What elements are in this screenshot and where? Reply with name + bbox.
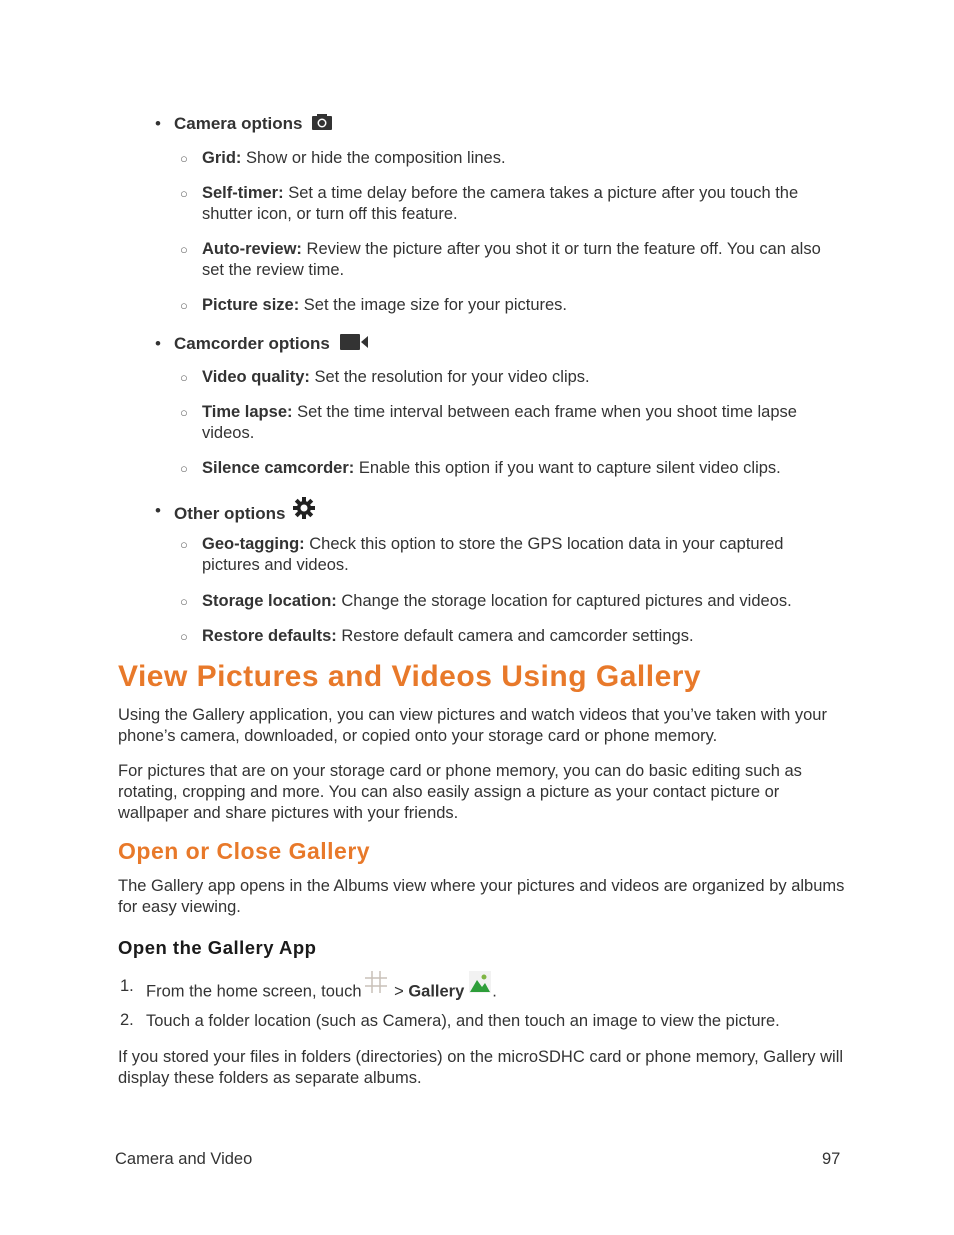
item-term: Storage location: (202, 592, 337, 610)
apps-grid-icon (364, 970, 388, 1000)
item-desc: Review the picture after you shot it or turn the feature off. You can also set the review time. (202, 240, 821, 279)
camcorder-icon (339, 333, 369, 356)
paragraph: Using the Gallery application, you can view pictures and watch videos that you’ve taken with your phone’s camera, downloaded, or copied onto your storage card or phone memory. (118, 706, 827, 745)
sub-bullet: ○ (180, 594, 188, 609)
other-options-label (174, 496, 316, 525)
paragraph: For pictures that are on your storage card or phone memory, you can do basic editing such as rotating, cropping and more. You can also easily assign a picture as your contact picture or wallpaper and share pictures with your friends. (118, 762, 802, 822)
step-text: From the home screen, touch (146, 982, 362, 1001)
sub-bullet: ○ (180, 151, 188, 166)
sub-bullet: ○ (180, 370, 188, 385)
camera-icon (311, 113, 333, 136)
item-desc: Set the time interval between each frame when you shoot time lapse videos. (202, 403, 797, 442)
sub-bullet: ○ (180, 186, 188, 201)
item-term: Video quality: (202, 368, 310, 386)
item-desc: Set the image size for your pictures. (299, 296, 568, 314)
other-options-text: Other options (174, 503, 286, 523)
item-desc: Set the resolution for your video clips. (309, 368, 590, 386)
footer-left: Camera and Video (115, 1150, 253, 1168)
sub-bullet: ○ (180, 298, 188, 313)
item-term: Auto-review: (202, 240, 302, 258)
sub-bullet: ○ (180, 461, 188, 476)
item-desc: Change the storage location for captured pictures and videos. (336, 592, 792, 610)
sub-bullet: ○ (180, 629, 188, 644)
step-number: 2. (120, 1011, 134, 1029)
list-item (202, 402, 832, 444)
list-item (202, 295, 832, 316)
camcorder-options-label (174, 333, 369, 356)
item-term: Restore defaults: (202, 627, 337, 645)
item-desc: Check this option to store the GPS location data in your captured pictures and videos. (202, 535, 784, 574)
item-desc: Show or hide the composition lines. (241, 149, 506, 167)
paragraph: The Gallery app opens in the Albums view where your pictures and videos are organized by albums for easy viewing. (118, 877, 845, 916)
list-item (202, 458, 832, 479)
list-item (202, 591, 832, 612)
camera-options-label (174, 113, 333, 136)
list-item (202, 183, 832, 225)
camera-options-text: Camera options (174, 114, 303, 133)
item-term: Silence camcorder: (202, 459, 355, 477)
sub-bullet: ○ (180, 537, 188, 552)
list-item (202, 626, 832, 647)
step-separator: > (389, 982, 409, 1001)
item-desc: Restore default camera and camcorder settings. (336, 627, 694, 645)
bullet: • (155, 114, 161, 133)
camcorder-options-text: Camcorder options (174, 334, 330, 353)
item-term: Time lapse: (202, 403, 293, 421)
subsection-title: Open or Close Gallery (118, 838, 371, 864)
bullet: • (155, 334, 161, 353)
section-title: View Pictures and Videos Using Gallery (118, 660, 702, 693)
bullet: • (155, 501, 161, 520)
list-item (202, 148, 832, 169)
page-number: 97 (822, 1150, 841, 1168)
item-term: Geo-tagging: (202, 535, 305, 553)
item-desc: Set a time delay before the camera takes a picture after you touch the shutter icon, or turn off this feature. (202, 184, 799, 223)
list-item (202, 239, 832, 281)
sub-bullet: ○ (180, 242, 188, 257)
step-number: 1. (120, 977, 134, 995)
step-bold: Gallery (408, 982, 465, 1001)
list-item (202, 367, 832, 388)
sub-bullet: ○ (180, 405, 188, 420)
list-item (202, 534, 832, 576)
paragraph: If you stored your files in folders (directories) on the microSDHC card or phone memory, Gallery will display these folders as separate albums. (118, 1048, 844, 1087)
gear-icon (292, 496, 316, 525)
gallery-icon (468, 970, 492, 1000)
item-term: Picture size: (202, 296, 300, 314)
step-end: . (492, 982, 497, 1001)
item-desc: Enable this option if you want to capture silent video clips. (354, 459, 781, 477)
procedure-title: Open the Gallery App (118, 937, 317, 958)
step-2: Touch a folder location (such as Camera), and then touch an image to view the picture. (146, 1012, 780, 1030)
item-term: Self-timer: (202, 184, 284, 202)
item-term: Grid: (202, 149, 242, 167)
step-1 (146, 970, 497, 1002)
